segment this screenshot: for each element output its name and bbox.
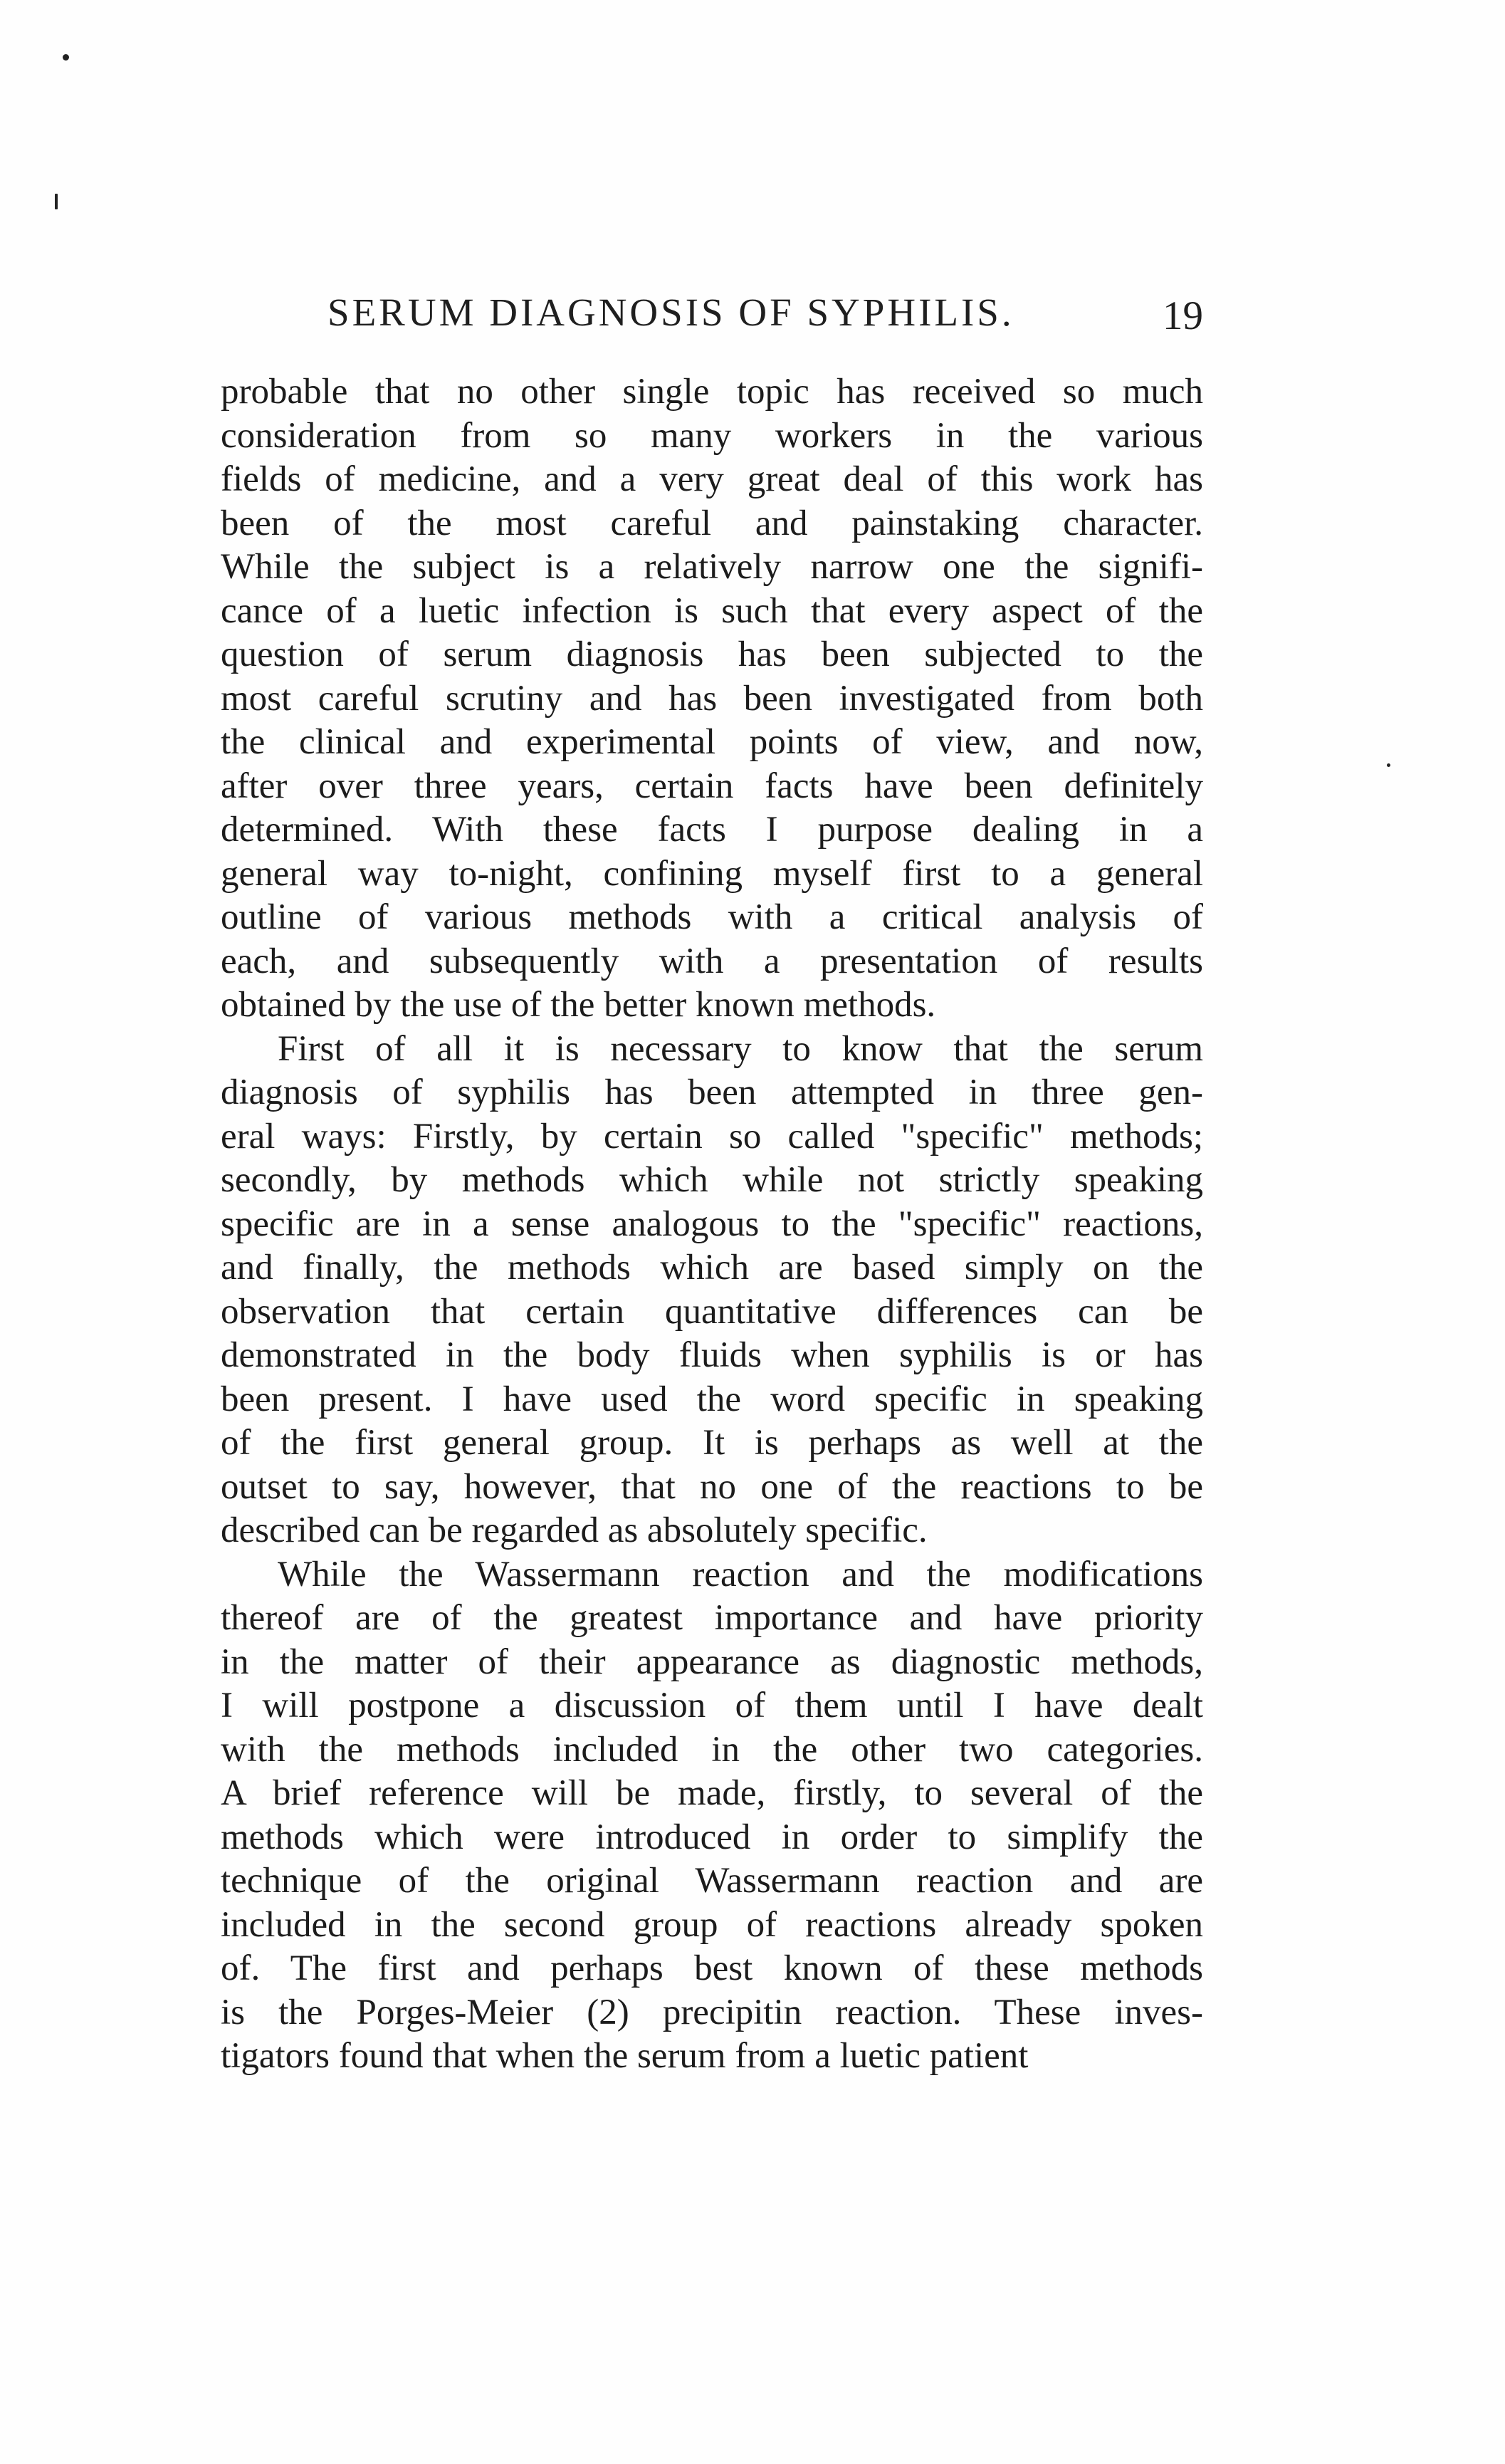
text-line: after over three years, certain facts have been definitely (221, 766, 1203, 806)
text-line: general way to-night, confining myself first to a general (221, 853, 1203, 894)
text-line: question of serum diagnosis has been subjected to the (221, 635, 1203, 674)
text-line: of the first general group. It is perhaps as well at the (221, 1423, 1203, 1463)
text-line: with the methods included in the other two categories. (221, 1729, 1203, 1770)
text-line: First of all it is necessary to know that the serum (278, 1028, 1203, 1069)
text-line: methods which were introduced in order to simplify the (221, 1817, 1203, 1857)
text-line: consideration from so many workers in the various (221, 415, 1203, 456)
text-line: A brief reference will be made, firstly, to several of the (221, 1773, 1203, 1813)
text-line: While the Wassermann reaction and the modifications (278, 1554, 1203, 1594)
text-line: secondly, by methods which while not strictly speaking (221, 1160, 1203, 1200)
margin-speck-mark (55, 194, 58, 209)
paragraph (221, 1553, 1203, 2079)
text-line: cance of a luetic infection is such that every aspect of the (221, 590, 1203, 631)
text-line: of. The first and perhaps best known of these methods (221, 1948, 1203, 1988)
text-line: diagnosis of syphilis has been attempted in three gen- (221, 1072, 1203, 1112)
text-line: obtained by the use of the better known methods. (221, 985, 936, 1025)
running-title: SERUM DIAGNOSIS OF SYPHILIS. (327, 291, 1014, 334)
text-line: observation that certain quantitative differences can be (221, 1291, 1203, 1332)
text-line: outset to say, however, that no one of the reactions to be (221, 1466, 1203, 1507)
page-header (221, 290, 1203, 347)
text-line: included in the second group of reactions already spoken (221, 1904, 1203, 1945)
text-line: While the subject is a relatively narrow one the signifi- (221, 547, 1203, 587)
text-line: technique of the original Wassermann reaction and are (221, 1861, 1203, 1901)
text-line: most careful scrutiny and has been investigated from both (221, 678, 1203, 719)
text-line: eral ways: Firstly, by certain so called "specific" methods; (221, 1116, 1203, 1157)
text-line: described can be regarded as absolutely specific. (221, 1510, 928, 1550)
text-line: fields of medicine, and a very great deal of this work has (221, 459, 1203, 499)
text-line: thereof are of the greatest importance and have priority (221, 1598, 1203, 1638)
text-line: determined. With these facts I purpose dealing in a (221, 810, 1203, 850)
text-line: and finally, the methods which are based simply on the (221, 1248, 1203, 1288)
text-line: been present. I have used the word specific in speaking (221, 1379, 1203, 1419)
text-line: specific are in a sense analogous to the "specific" reactions, (221, 1204, 1203, 1244)
text-line: probable that no other single topic has received so much (221, 372, 1203, 412)
page-number: 19 (1163, 293, 1203, 338)
margin-speck-dot (63, 54, 69, 61)
text-line: been of the most careful and painstaking character. (221, 503, 1203, 543)
body-text (221, 370, 1203, 2079)
paragraph (221, 370, 1203, 1028)
text-line: is the Porges-Meier (2) precipitin reaction. These inves- (221, 1992, 1203, 2032)
text-line: tigators found that when the serum from a luetic patient (221, 2036, 1029, 2076)
text-line: the clinical and experimental points of view, and now, (221, 722, 1203, 762)
text-line: each, and subsequently with a presentation of results (221, 941, 1203, 981)
margin-speck-small (1387, 763, 1390, 767)
paragraph (221, 1028, 1203, 1553)
text-line: outline of various methods with a critical analysis of (221, 897, 1203, 937)
text-line: I will postpone a discussion of them until I have dealt (221, 1686, 1203, 1726)
text-line: demonstrated in the body fluids when syphilis is or has (221, 1335, 1203, 1375)
text-line: in the matter of their appearance as diagnostic methods, (221, 1641, 1203, 1682)
